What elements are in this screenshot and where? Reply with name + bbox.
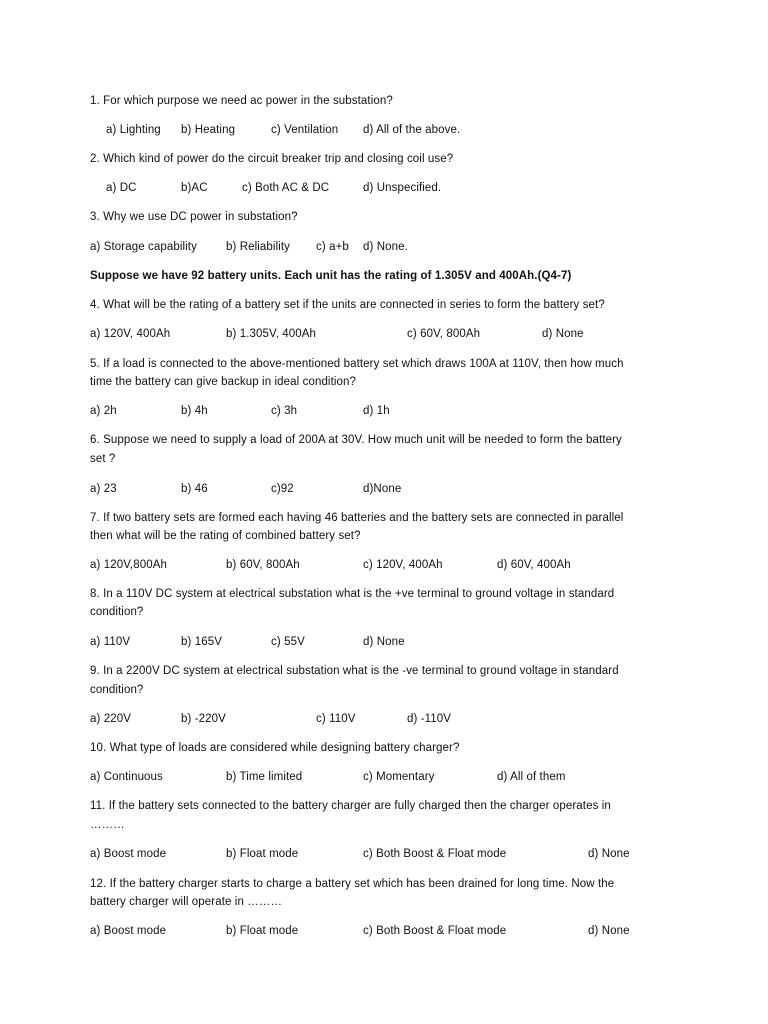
q9-option-a: a) 220V [90, 713, 131, 725]
q2-option-c: c) Both AC & DC [242, 182, 330, 194]
q4-option-a: a) 120V, 400Ah [90, 328, 171, 340]
q8-option-a: a) 110V [90, 636, 131, 648]
question-5-line-1: 5. If a load is connected to the above-mentioned battery set which draws 100A at 110V, then how much [90, 358, 624, 370]
question-3: 3. Why we use DC power in substation? [90, 211, 298, 223]
q4-option-d: d) None [542, 328, 584, 340]
q4-option-c: c) 60V, 800Ah [407, 328, 481, 340]
question-4: 4. What will be the rating of a battery set if the units are connected in series to form the battery set? [90, 299, 605, 311]
q5-option-a: a) 2h [90, 405, 117, 417]
q10-option-c: c) Momentary [363, 771, 435, 783]
question-9-line-2: condition? [90, 684, 144, 696]
q7-option-b: b) 60V, 800Ah [226, 559, 300, 571]
q11-option-b: b) Float mode [226, 848, 299, 860]
question-5-line-2: time the battery can give backup in ideal condition? [90, 376, 357, 388]
q10-option-a: a) Continuous [90, 771, 163, 783]
q3-option-a: a) Storage capability [90, 241, 197, 253]
q10-option-d: d) All of them [497, 771, 566, 783]
question-11-line-1: 11. If the battery sets connected to the battery charger are fully charged then the charger operates in [90, 800, 611, 812]
question-1: 1. For which purpose we need ac power in the substation? [90, 95, 393, 107]
q1-option-c: c) Ventilation [271, 124, 339, 136]
question-6-line-1: 6. Suppose we need to supply a load of 200A at 30V. How much unit will be needed to form the battery [90, 434, 622, 446]
q1-option-a: a) Lighting [106, 124, 161, 136]
q9-option-b: b) -220V [181, 713, 226, 725]
q12-option-c: c) Both Boost & Float mode [363, 925, 507, 937]
q2-option-b: b)AC [181, 182, 208, 194]
q8-option-c: c) 55V [271, 636, 305, 648]
q5-option-c: c) 3h [271, 405, 298, 417]
question-8-line-2: condition? [90, 606, 144, 618]
scenario-statement: Suppose we have 92 battery units. Each unit has the rating of 1.305V and 400Ah.(Q4-7) [90, 270, 572, 282]
q9-option-d: d) -110V [407, 713, 452, 725]
q7-option-a: a) 120V,800Ah [90, 559, 167, 571]
question-12-line-1: 12. If the battery charger starts to charge a battery set which has been drained for long time. Now the [90, 878, 615, 890]
q12-option-a: a) Boost mode [90, 925, 167, 937]
q1-option-d: d) All of the above. [363, 124, 461, 136]
question-7-line-2: then what will be the rating of combined battery set? [90, 530, 361, 542]
q2-option-a: a) DC [106, 182, 137, 194]
q10-option-b: b) Time limited [226, 771, 303, 783]
q12-option-d: d) None [588, 925, 630, 937]
question-10: 10. What type of loads are considered while designing battery charger? [90, 742, 460, 754]
q7-option-c: c) 120V, 400Ah [363, 559, 443, 571]
q6-option-b: b) 46 [181, 483, 208, 495]
q8-option-d: d) None [363, 636, 405, 648]
q4-option-b: b) 1.305V, 400Ah [226, 328, 317, 340]
question-6-line-2: set ? [90, 453, 116, 465]
q5-option-d: d) 1h [363, 405, 390, 417]
q11-option-c: c) Both Boost & Float mode [363, 848, 507, 860]
q11-option-d: d) None [588, 848, 630, 860]
question-11-line-2: ……… [90, 819, 125, 831]
q3-option-d: d) None. [363, 241, 408, 253]
q1-option-b: b) Heating [181, 124, 236, 136]
q11-option-a: a) Boost mode [90, 848, 167, 860]
q3-option-c: c) a+b [316, 241, 349, 253]
q12-option-b: b) Float mode [226, 925, 299, 937]
question-12-line-2: battery charger will operate in ……… [90, 896, 283, 908]
question-8-line-1: 8. In a 110V DC system at electrical substation what is the +ve terminal to ground voltage in standard [90, 588, 615, 600]
q6-option-a: a) 23 [90, 483, 117, 495]
q6-option-c: c)92 [271, 483, 294, 495]
question-9-line-1: 9. In a 2200V DC system at electrical substation what is the -ve terminal to ground voltage in standard [90, 665, 619, 677]
question-7-line-1: 7. If two battery sets are formed each having 46 batteries and the battery sets are connected in parallel [90, 512, 624, 524]
q7-option-d: d) 60V, 400Ah [497, 559, 571, 571]
q6-option-d: d)None [363, 483, 402, 495]
q2-option-d: d) Unspecified. [363, 182, 442, 194]
q3-option-b: b) Reliability [226, 241, 291, 253]
q5-option-b: b) 4h [181, 405, 208, 417]
question-2: 2. Which kind of power do the circuit breaker trip and closing coil use? [90, 153, 454, 165]
q8-option-b: b) 165V [181, 636, 222, 648]
q9-option-c: c) 110V [316, 713, 356, 725]
